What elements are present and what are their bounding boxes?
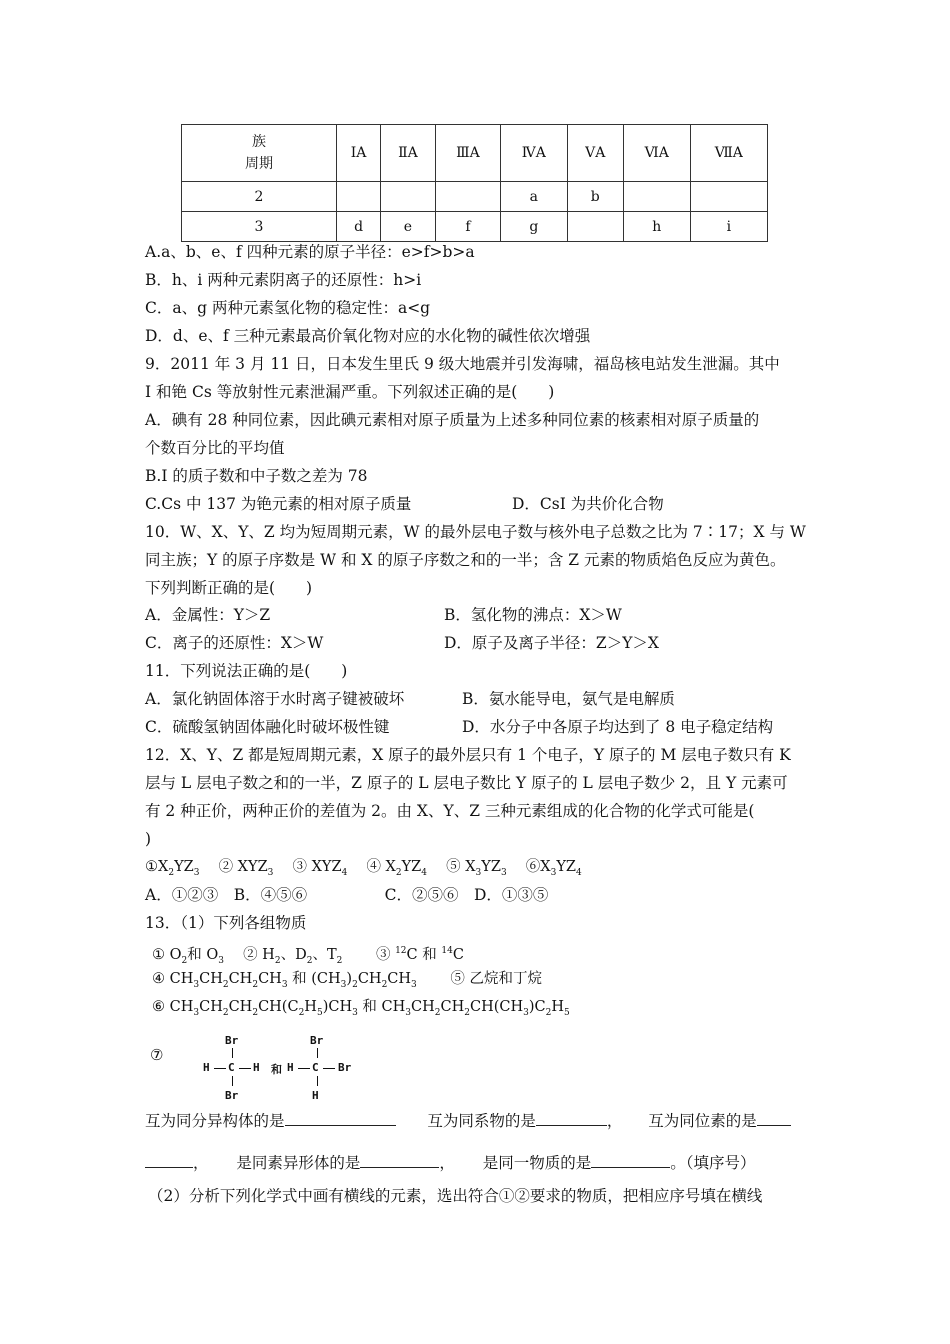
q13-item-3: ③ $^{12}$C 和 $^{14}$C [375,946,464,963]
q13-part2: （2）分析下列化学式中画有横线的元素，选出符合①②要求的物质，把相应序号填在横线 [148,1187,763,1205]
q9-stem-line1: 9．2011 年 3 月 11 日，日本发生里氏 9 级大地震并引发海啸，福岛核电站发生泄漏。其中 [145,355,780,373]
q13-item-2: ② $H_2$、$D_2$、$T_2$ [243,946,343,966]
table-cell: g [501,212,568,242]
atom-br: Br [225,1034,239,1047]
q11-option-b: B．氨水能导电，氨气是电解质 [462,690,675,708]
q13-fill-row-1: 互为同分异构体的是 互为同系物的是 ， 互为同位素的是 [145,1111,791,1131]
table-row [182,212,768,242]
table-cell: h [623,212,690,242]
q9-option-a-line1: A．碘有 28 种同位素，因此碘元素相对原子质量为上述多种同位素的核素相对原子质量的 [145,411,760,429]
q12-stem-line3: 有 2 种正价，两种正价的差值为 2。由 X、Y、Z 三种元素组成的化合物的化学式可能是( [145,802,755,820]
q10-stem-line2: 同主族；Y 的原子序数是 W 和 X 的原子序数之和的一半；含 Z 元素的物质焰色反应为黄色。 [145,551,786,569]
table-cell [690,182,767,212]
q12-formula-list [145,857,582,883]
table-cell: a [501,182,568,212]
homolog-answer-blank[interactable] [536,1111,607,1126]
group-header: ⅠA [337,125,381,182]
table-cell [567,212,623,242]
bond [239,1068,251,1069]
isomer-prompt: 互为同分异构体的是 [145,1112,285,1130]
q12-stem-line4: ) [145,830,152,848]
period-header-label: 周期 [245,156,273,172]
q10-option-d: D．原子及离子半径：Z＞Y＞X [444,634,659,652]
q13-row-3 [152,997,570,1023]
fill-instruction: 。（填序号） [670,1154,756,1172]
atom-h: H [253,1061,260,1074]
allotrope-prompt: 是同素异形体的是 [236,1154,361,1172]
q11-option-d: D．水分子中各原子均达到了 8 电子稳定结构 [462,718,774,736]
q10-stem-line1: 10．W、X、Y、Z 均为短周期元素，W 的最外层电子数与核外电子总数之比为 7∶17；X 与 W [145,523,806,541]
table-cell: d [337,212,381,242]
q13-item-7-label: ⑦ [150,1046,164,1064]
isotope-prompt: 互为同位素的是 [648,1112,757,1130]
bond [214,1068,226,1069]
q12-choices: A．①②③ B．④⑤⑥ C．②⑤⑥ D．①③⑤ [145,886,549,904]
bond [298,1068,310,1069]
q12-formula-4: ④ $X_2YZ_4$ [366,859,427,878]
q12-stem-line2: 层与 L 层电子数之和的一半，Z 原子的 L 层电子数比 Y 原子的 L 层电子数少 2，且 Y 元素可 [145,774,788,792]
periodic-table-excerpt [181,124,768,242]
atom-h: H [287,1061,294,1074]
q9-option-a-line2: 个数百分比的平均值 [145,439,285,457]
q11-option-a: A．氯化钠固体溶于水时离子键被破坏 [145,690,405,708]
same-substance-answer-blank[interactable] [591,1153,670,1168]
table-row [182,182,768,212]
q13-item-4: ④ $CH_3CH_2CH_2CH_3$ 和 $(CH_3)_2CH_2CH_3$ [152,971,417,990]
isotope-answer-blank[interactable] [757,1111,791,1126]
homolog-prompt: 互为同系物的是 [427,1112,536,1130]
q13-item-5: ⑤ 乙烷和丁烷 [450,971,542,987]
period-cell: 3 [182,212,337,242]
table-cell: e [381,212,436,242]
bond [317,1076,318,1086]
table-cell: b [567,182,623,212]
table-corner-cell [182,125,337,182]
atom-h: H [203,1061,210,1074]
atom-br: Br [310,1034,324,1047]
bond [323,1068,335,1069]
q10-option-a: A．金属性：Y＞Z [145,606,271,624]
table-cell [623,182,690,212]
table-cell [337,182,381,212]
structural-formula-pair [150,1034,370,1104]
atom-h: H [312,1089,319,1102]
q8-option-c: C．a、g 两种元素氢化物的稳定性：a<g [145,299,431,317]
atom-c: C [228,1061,235,1074]
bond [232,1048,233,1058]
table-cell [435,182,500,212]
q12-formula-6: $⑥X_3YZ_4$ [525,859,582,878]
q8-option-d: D．d、e、f 三种元素最高价氧化物对应的水化物的碱性依次增强 [145,327,591,345]
table-cell [381,182,436,212]
q13-row-1 [152,941,464,971]
same-substance-prompt: 是同一物质的是 [482,1154,592,1172]
table-cell: f [435,212,500,242]
group-header: ⅤA [567,125,623,182]
bond [232,1076,233,1086]
isotope-answer-blank-cont[interactable] [145,1153,193,1168]
q9-option-b: B.I 的质子数和中子数之差为 78 [145,467,368,485]
q9-option-d: D．CsI 为共价化合物 [512,495,664,513]
atom-c: C [312,1061,319,1074]
isomer-answer-blank[interactable] [285,1111,396,1126]
q10-stem-line3: 下列判断正确的是( ) [145,579,313,597]
period-cell: 2 [182,182,337,212]
q8-option-b: B．h、i 两种元素阴离子的还原性：h>i [145,271,422,289]
q12-formula-5: ⑤ $X_3YZ_3$ [446,859,507,878]
q12-formula-1: $①X_2YZ_3$ [145,859,200,878]
allotrope-answer-blank[interactable] [360,1153,439,1168]
q12-stem-line1: 12．X、Y、Z 都是短周期元素，X 原子的最外层只有 1 个电子，Y 原子的 M 层电子数只有 K [145,746,791,764]
q9-stem-line2: I 和铯 Cs 等放射性元素泄漏严重。下列叙述正确的是( ) [145,383,555,401]
q13-item-1: ① $O_2$和 $O_3$ [152,946,224,966]
q11-option-c: C．硫酸氢钠固体融化时破坏极性键 [145,718,390,736]
group-header: ⅥA [623,125,690,182]
q9-option-c: C.Cs 中 137 为铯元素的相对原子质量 [145,495,412,513]
q13-fill-row-2: ， 是同素异形体的是 ， 是同一物质的是 。（填序号） [145,1153,756,1173]
q13-item-6: ⑥ $CH_3CH_2CH_2CH(C_2H_5)CH_3$ 和 $CH_3CH_2CH_2CH(CH_3)C_2H_5$ [152,999,570,1018]
atom-br: Br [225,1089,239,1102]
q12-formula-3: ③ $XYZ_4$ [292,859,348,878]
q10-option-c: C．离子的还原性：X＞W [145,634,324,652]
q8-option-a: A.a、b、e、f 四种元素的原子半径：e>f>b>a [145,243,475,261]
bond [317,1048,318,1058]
atom-br: Br [338,1061,352,1074]
connector-and: 和 [271,1063,282,1076]
q11-stem: 11．下列说法正确的是( ) [145,662,348,680]
q13-row-2 [152,969,542,995]
q13-stem: 13．（1）下列各组物质 [145,914,307,932]
group-header-label: 族 [252,134,266,150]
q10-option-b: B．氢化物的沸点：X＞W [444,606,622,624]
group-header: ⅦA [690,125,767,182]
table-cell: i [690,212,767,242]
group-header: ⅢA [435,125,500,182]
q12-formula-2: ② $XYZ_3$ [218,859,274,878]
group-header: ⅣA [501,125,568,182]
group-header: ⅡA [381,125,436,182]
